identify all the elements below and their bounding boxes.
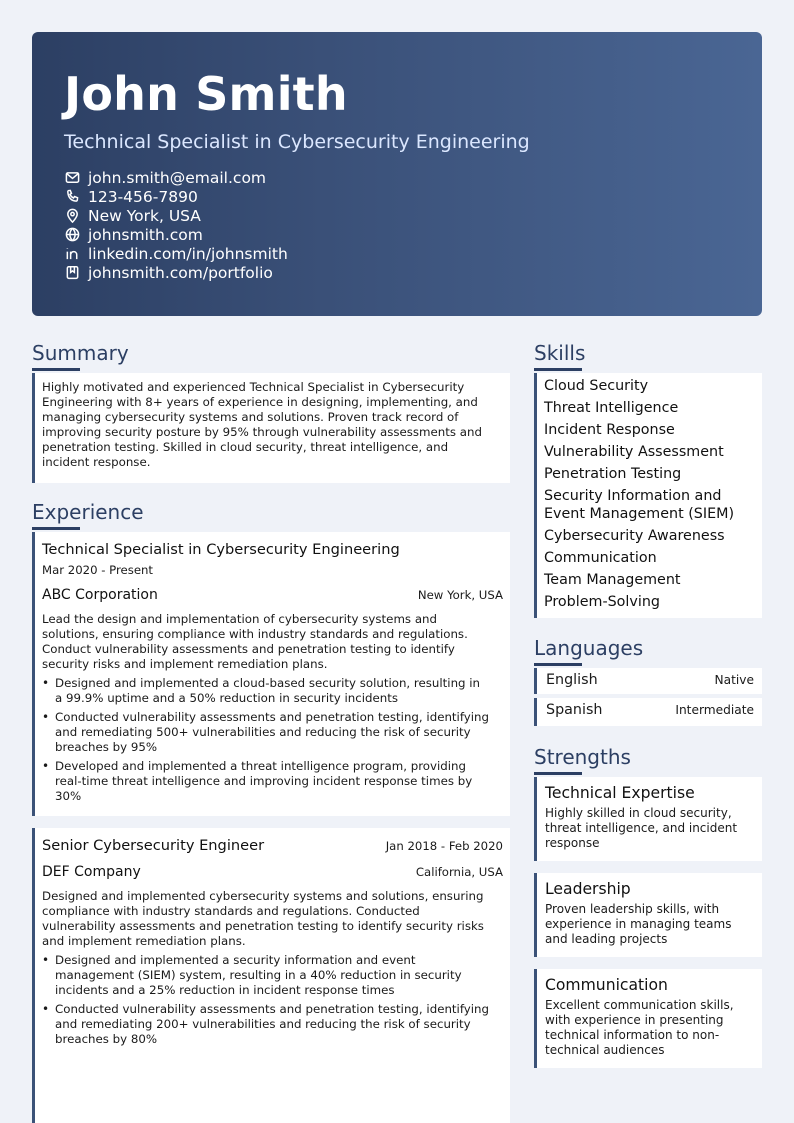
contact-list [64, 168, 730, 282]
contact-text: johnsmith.com/portfolio [88, 263, 273, 282]
job-achievements [42, 953, 504, 1047]
contact-location [64, 206, 730, 225]
strength-line: technical information to non- [545, 1028, 720, 1042]
job-headline: Technical Specialist in Cybersecurity Engineering [64, 131, 530, 153]
contact-linkedin[interactable] [64, 244, 730, 263]
strength-card [534, 969, 762, 1068]
mail-icon [64, 170, 80, 186]
skill-item: Team Management [544, 572, 681, 588]
skill-item: Penetration Testing [544, 466, 682, 482]
contact-phone[interactable] [64, 187, 730, 206]
summary-line: penetration testing. Skilled in cloud security, threat intelligence, and [42, 440, 449, 454]
phone-icon [64, 189, 80, 205]
desc-line: Designed and implemented cybersecurity systems and solutions, ensuring [42, 889, 484, 903]
desc-line: Lead the design and implementation of cybersecurity systems and [42, 612, 438, 626]
desc-line: security risks and implement remediation plans. [42, 657, 328, 671]
bullet-line: • Designed and implemented a security information and event [55, 953, 416, 967]
summary-text [35, 373, 510, 470]
desc-line: and implement remediation plans. [42, 934, 246, 948]
bullet-line: • Designed and implemented a cloud-based security solution, resulting in [55, 676, 481, 690]
strength-description [545, 902, 756, 947]
strengths-heading: Strengths [534, 745, 631, 769]
bullet-line: • Developed and implemented a threat intelligence program, providing [55, 759, 467, 773]
contact-text: linkedin.com/in/johnsmith [88, 244, 288, 263]
skill-item: Vulnerability Assessment [544, 444, 724, 460]
strength-card [534, 777, 762, 861]
location-pin-icon [64, 208, 80, 224]
language-level: Native [714, 673, 754, 687]
contact-portfolio[interactable] [64, 263, 730, 282]
strength-line: technical audiences [545, 1043, 665, 1057]
bullet-line: management (SIEM) system, resulting in a 40% reduction in security [55, 968, 462, 982]
contact-email[interactable] [64, 168, 730, 187]
bookmark-icon [64, 265, 80, 281]
language-entry [537, 702, 762, 718]
job-company: DEF Company [42, 864, 141, 880]
language-entry [537, 672, 762, 688]
desc-line: solutions, ensuring compliance with industry standards and regulations. [42, 627, 468, 641]
bullet-line: a 99.9% uptime and a 50% reduction in security incidents [55, 691, 398, 705]
strength-line: Proven leadership skills, with [545, 902, 720, 916]
job-dates: Mar 2020 - Present [42, 563, 154, 577]
job-achievements [42, 676, 504, 804]
skill-item: Problem-Solving [544, 594, 660, 610]
person-name: John Smith [64, 67, 348, 121]
job-description [42, 889, 504, 949]
bullet-line: breaches by 95% [55, 740, 158, 754]
strength-description [545, 998, 756, 1058]
linkedin-icon [64, 246, 80, 262]
summary-line: incident response. [42, 455, 151, 469]
skill-item: Threat Intelligence [544, 400, 679, 416]
job-dates: Jan 2018 - Feb 2020 [385, 839, 503, 853]
bullet-line: breaches by 80% [55, 1032, 158, 1046]
contact-text: john.smith@email.com [88, 168, 267, 187]
strength-line: with experience in presenting [545, 1013, 724, 1027]
achievement-item [42, 1002, 504, 1047]
strength-card [534, 873, 762, 957]
globe-icon [64, 227, 80, 243]
bullet-line: 30% [55, 789, 82, 803]
bullet-line: incidents and a 25% reduction in incident response times [55, 983, 395, 997]
job-title: Technical Specialist in Cybersecurity Engineering [42, 541, 400, 558]
strength-description [545, 806, 756, 851]
job-body [42, 612, 504, 808]
summary-line: Highly motivated and experienced Technical Specialist in Cybersecurity [42, 380, 465, 394]
contact-website[interactable] [64, 225, 730, 244]
job-location: New York, USA [417, 588, 503, 602]
bullet-line: real-time threat intelligence and improving incident response times by [55, 774, 473, 788]
job-location: California, USA [415, 865, 503, 879]
contact-text: 123-456-7890 [88, 187, 198, 206]
summary-card [32, 373, 510, 483]
desc-line: compliance with industry standards and regulations. Conducted [42, 904, 420, 918]
skill-item: Communication [544, 550, 657, 566]
strength-title: Communication [545, 976, 668, 994]
skill-line: Event Management (SIEM) [544, 506, 735, 522]
bullet-line: • Conducted vulnerability assessments and penetration testing, identifying [55, 1002, 489, 1016]
skill-item: Incident Response [544, 422, 675, 438]
strength-line: experience in managing teams [545, 917, 732, 931]
achievement-item [42, 676, 504, 706]
bullet-line: and remediating 500+ vulnerabilities and reducing the risk of security [55, 725, 471, 739]
strength-line: threat intelligence, and incident [545, 821, 738, 835]
desc-line: vulnerability assessments and penetration testing to identify security risks [42, 919, 484, 933]
skill-item: Cybersecurity Awareness [544, 528, 725, 544]
skills-card [534, 373, 762, 618]
summary-line: improving security posture by 95% through vulnerability assessments and [42, 425, 482, 439]
skill-line: Security Information and [544, 488, 722, 504]
job-title: Senior Cybersecurity Engineer [42, 837, 265, 854]
summary-line: Engineering with 8+ years of experience in designing, implementing, and [42, 395, 478, 409]
strength-line: Excellent communication skills, [545, 998, 734, 1012]
job-company: ABC Corporation [42, 587, 158, 603]
skills-heading: Skills [534, 341, 586, 365]
contact-text: New York, USA [88, 206, 201, 225]
strength-title: Leadership [545, 880, 631, 898]
contact-text: johnsmith.com [88, 225, 203, 244]
job-body [42, 889, 504, 1051]
bullet-line: and remediating 200+ vulnerabilities and reducing the risk of security [55, 1017, 471, 1031]
achievement-item [42, 953, 504, 998]
strength-line: Highly skilled in cloud security, [545, 806, 732, 820]
languages-heading: Languages [534, 636, 644, 660]
summary-heading: Summary [32, 341, 129, 365]
job-card [32, 828, 510, 1123]
skill-item [544, 485, 762, 525]
language-level: Intermediate [675, 703, 754, 717]
strength-line: response [545, 836, 600, 850]
achievement-item [42, 759, 504, 804]
language-name: Spanish [546, 702, 603, 718]
strength-title: Technical Expertise [545, 784, 695, 802]
skill-item: Cloud Security [544, 378, 649, 394]
resume-header [32, 32, 762, 316]
language-row [534, 668, 762, 694]
strength-line: and leading projects [545, 932, 668, 946]
language-name: English [546, 672, 598, 688]
job-description [42, 612, 504, 672]
achievement-item [42, 710, 504, 755]
experience-heading: Experience [32, 500, 144, 524]
job-card [32, 532, 510, 816]
language-row [534, 698, 762, 726]
bullet-line: • Conducted vulnerability assessments and penetration testing, identifying [55, 710, 489, 724]
summary-line: managing cybersecurity systems and solutions. Proven track record of [42, 410, 459, 424]
desc-line: Conduct vulnerability assessments and penetration testing to identify [42, 642, 455, 656]
